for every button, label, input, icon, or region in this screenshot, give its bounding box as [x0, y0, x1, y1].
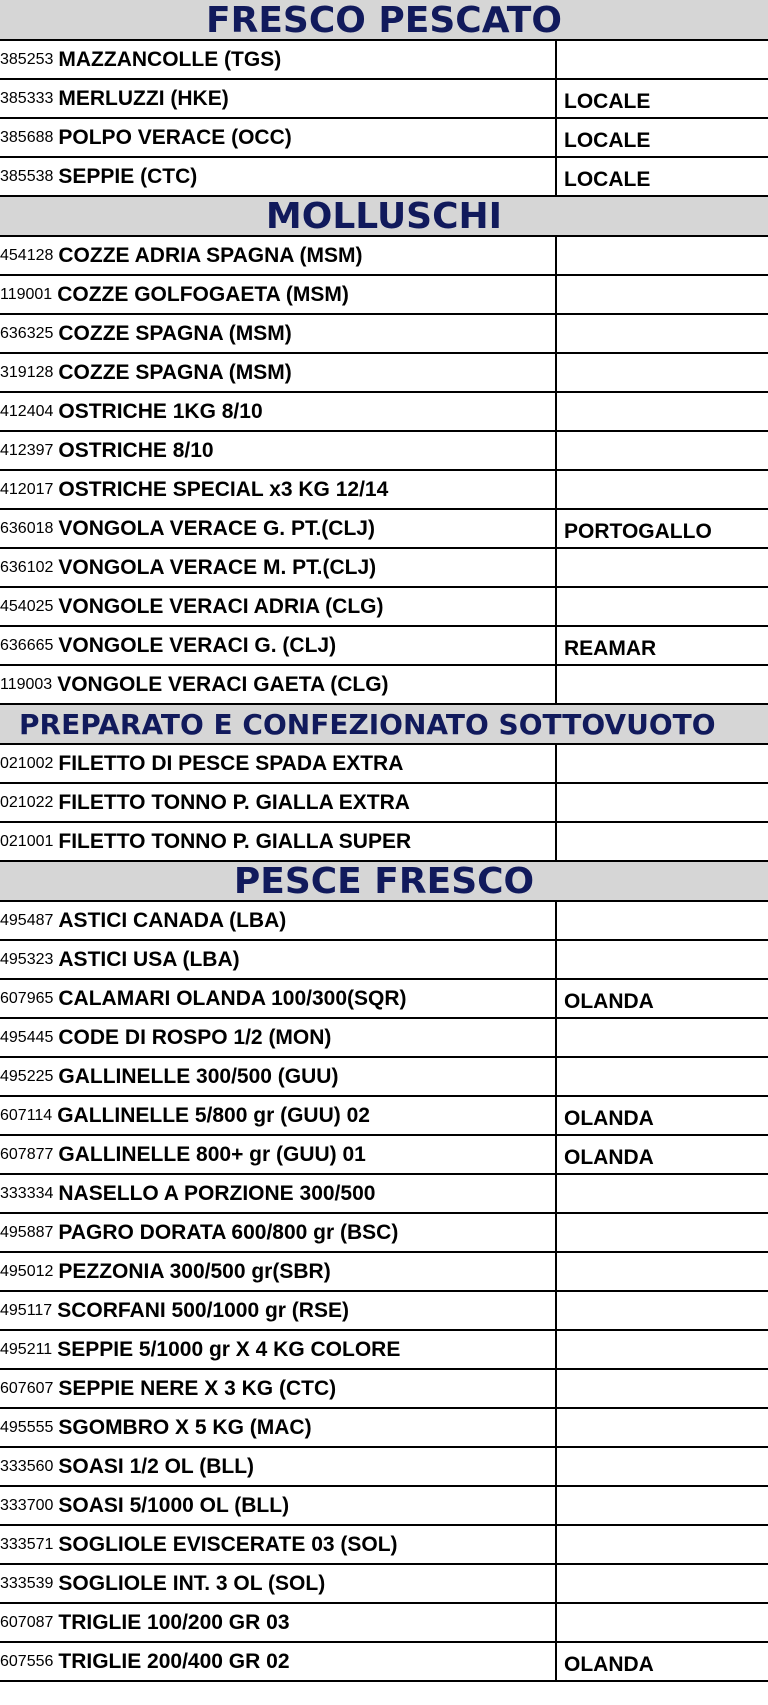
product-name: SOGLIOLE EVISCERATE 03 (SOL) [58, 1532, 398, 1556]
product-code: 495445 [0, 1028, 54, 1046]
product-code: 412404 [0, 402, 54, 420]
product-name: PAGRO DORATA 600/800 gr (BSC) [58, 1220, 399, 1244]
product-name: SGOMBRO X 5 KG (MAC) [58, 1415, 312, 1439]
table-row [0, 1487, 768, 1526]
product-code: 495555 [0, 1418, 54, 1436]
product-name: SEPPIE NERE X 3 KG (CTC) [58, 1376, 337, 1400]
product-code: 636102 [0, 558, 54, 576]
product-code: 607877 [0, 1145, 54, 1163]
product-cell [0, 354, 557, 391]
product-cell [0, 1409, 557, 1446]
product-code: 021022 [0, 793, 54, 811]
product-cell [0, 1058, 557, 1095]
origin-note: OLANDA [564, 989, 654, 1013]
product-name: SCORFANI 500/1000 gr (RSE) [57, 1298, 349, 1322]
section-header: PESCE FRESCO [0, 862, 768, 902]
table-row [0, 276, 768, 315]
origin-note [557, 745, 768, 782]
table-row [0, 158, 768, 197]
product-cell [0, 276, 557, 313]
product-name: FILETTO TONNO P. GIALLA EXTRA [58, 790, 410, 814]
product-code: 412017 [0, 480, 54, 498]
product-cell [0, 41, 557, 78]
table-row [0, 393, 768, 432]
product-name: GALLINELLE 800+ gr (GUU) 01 [58, 1142, 366, 1166]
product-cell [0, 1253, 557, 1290]
product-cell [0, 1019, 557, 1056]
origin-note [557, 393, 768, 430]
origin-note [557, 1292, 768, 1329]
product-name: SOASI 5/1000 OL (BLL) [58, 1493, 290, 1517]
product-cell [0, 315, 557, 352]
product-code: 333560 [0, 1457, 54, 1475]
origin-note [557, 1448, 768, 1485]
product-cell [0, 432, 557, 469]
product-name: TRIGLIE 100/200 GR 03 [58, 1610, 290, 1634]
origin-note [557, 1565, 768, 1602]
product-name: COZZE ADRIA SPAGNA (MSM) [58, 243, 363, 267]
product-name: VONGOLE VERACI G. (CLJ) [58, 633, 337, 657]
table-row [0, 1292, 768, 1331]
table-row [0, 1097, 768, 1136]
product-cell [0, 1292, 557, 1329]
origin-note: LOCALE [564, 89, 651, 113]
section-header: PREPARATO E CONFEZIONATO SOTTOVUOTO [0, 705, 768, 745]
table-row [0, 549, 768, 588]
origin-note [557, 276, 768, 313]
product-name: ASTICI CANADA (LBA) [58, 908, 287, 932]
table-row [0, 1214, 768, 1253]
product-name: VONGOLA VERACE M. PT.(CLJ) [58, 555, 377, 579]
product-name: SOASI 1/2 OL (BLL) [58, 1454, 255, 1478]
product-code: 412397 [0, 441, 54, 459]
origin-note [557, 1175, 768, 1212]
product-cell [0, 1643, 557, 1680]
product-cell [0, 1097, 557, 1134]
product-cell [0, 627, 557, 664]
table-row [0, 432, 768, 471]
origin-note [557, 432, 768, 469]
origin-note: PORTOGALLO [564, 519, 712, 543]
origin-note [557, 237, 768, 274]
table-row [0, 902, 768, 941]
origin-note [557, 902, 768, 939]
product-cell [0, 745, 557, 782]
table-row [0, 627, 768, 666]
product-code: 021001 [0, 832, 54, 850]
product-code: 454025 [0, 597, 54, 615]
origin-note [557, 1526, 768, 1563]
product-code: 333700 [0, 1496, 54, 1514]
table-row [0, 1058, 768, 1097]
section-header: FRESCO PESCATO [0, 0, 768, 41]
product-cell [0, 471, 557, 508]
table-row [0, 1175, 768, 1214]
product-cell [0, 1448, 557, 1485]
table-row [0, 41, 768, 80]
table-row [0, 1448, 768, 1487]
product-name: CALAMARI OLANDA 100/300(SQR) [58, 986, 407, 1010]
product-cell [0, 588, 557, 625]
product-name: COZZE SPAGNA (MSM) [58, 321, 292, 345]
product-cell [0, 1487, 557, 1524]
table-row [0, 745, 768, 784]
product-code: 333539 [0, 1574, 54, 1592]
product-code: 385333 [0, 89, 54, 107]
product-code: 607607 [0, 1379, 54, 1397]
origin-note [557, 1331, 768, 1368]
product-name: MERLUZZI (HKE) [58, 86, 229, 110]
table-row [0, 354, 768, 393]
product-cell [0, 941, 557, 978]
product-code: 319128 [0, 363, 54, 381]
product-cell [0, 393, 557, 430]
table-row [0, 1565, 768, 1604]
table-row [0, 510, 768, 549]
origin-note [557, 1214, 768, 1251]
product-code: 607556 [0, 1652, 54, 1670]
origin-note [557, 1604, 768, 1641]
origin-note [557, 1370, 768, 1407]
product-code: 636665 [0, 636, 54, 654]
product-code: 454128 [0, 246, 54, 264]
origin-note: OLANDA [564, 1106, 654, 1130]
product-cell [0, 823, 557, 860]
table-row [0, 1253, 768, 1292]
origin-note: OLANDA [564, 1145, 654, 1169]
product-code: 495211 [0, 1340, 53, 1358]
origin-note [557, 549, 768, 586]
table-row [0, 823, 768, 862]
product-name: CODE DI ROSPO 1/2 (MON) [58, 1025, 332, 1049]
product-name: TRIGLIE 200/400 GR 02 [58, 1649, 290, 1673]
product-name: VONGOLE VERACI ADRIA (CLG) [58, 594, 384, 618]
product-code: 119001 [0, 285, 53, 303]
product-code: 385253 [0, 50, 54, 68]
origin-note [557, 784, 768, 821]
table-row [0, 1604, 768, 1643]
product-code: 607087 [0, 1613, 54, 1631]
product-name: SEPPIE (CTC) [58, 164, 198, 188]
product-code: 607965 [0, 989, 54, 1007]
product-cell [0, 119, 557, 156]
product-code: 333334 [0, 1184, 54, 1202]
product-cell [0, 1214, 557, 1251]
product-code: 636325 [0, 324, 54, 342]
product-name: VONGOLE VERACI GAETA (CLG) [57, 672, 389, 696]
table-row [0, 119, 768, 158]
product-name: COZZE SPAGNA (MSM) [58, 360, 292, 384]
product-cell [0, 237, 557, 274]
section-header: MOLLUSCHI [0, 197, 768, 237]
origin-note [557, 1409, 768, 1446]
table-row [0, 80, 768, 119]
product-cell [0, 1370, 557, 1407]
product-name: POLPO VERACE (OCC) [58, 125, 292, 149]
table-row [0, 1136, 768, 1175]
product-code: 495323 [0, 950, 54, 968]
product-name: PEZZONIA 300/500 gr(SBR) [58, 1259, 331, 1283]
product-code: 495887 [0, 1223, 54, 1241]
origin-note [557, 1487, 768, 1524]
product-cell [0, 80, 557, 117]
product-code: 495487 [0, 911, 54, 929]
origin-note [557, 354, 768, 391]
product-code: 385538 [0, 167, 54, 185]
product-name: OSTRICHE SPECIAL x3 KG 12/14 [58, 477, 389, 501]
product-cell [0, 158, 557, 195]
table-row [0, 1331, 768, 1370]
table-row [0, 237, 768, 276]
product-cell [0, 549, 557, 586]
origin-note [557, 1019, 768, 1056]
product-name: ASTICI USA (LBA) [58, 947, 240, 971]
product-cell [0, 1604, 557, 1641]
product-code: 385688 [0, 128, 54, 146]
product-code: 119003 [0, 675, 53, 693]
product-name: SOGLIOLE INT. 3 OL (SOL) [58, 1571, 326, 1595]
origin-note [557, 315, 768, 352]
product-cell [0, 1331, 557, 1368]
table-row [0, 315, 768, 354]
product-name: SEPPIE 5/1000 gr X 4 KG COLORE [57, 1337, 401, 1361]
product-cell [0, 666, 557, 703]
origin-note [557, 471, 768, 508]
origin-note [557, 41, 768, 78]
table-row [0, 980, 768, 1019]
origin-note [557, 588, 768, 625]
product-code: 495117 [0, 1301, 53, 1319]
origin-note [557, 941, 768, 978]
product-name: GALLINELLE 5/800 gr (GUU) 02 [57, 1103, 370, 1127]
product-cell [0, 1526, 557, 1563]
table-row [0, 1370, 768, 1409]
table-row [0, 588, 768, 627]
product-name: FILETTO DI PESCE SPADA EXTRA [58, 751, 404, 775]
table-row [0, 666, 768, 705]
origin-note: REAMAR [564, 636, 657, 660]
table-row [0, 1526, 768, 1565]
table-row [0, 941, 768, 980]
product-name: GALLINELLE 300/500 (GUU) [58, 1064, 339, 1088]
product-code: 607114 [0, 1106, 53, 1124]
origin-note: LOCALE [564, 167, 651, 191]
product-code: 021002 [0, 754, 54, 772]
origin-note [557, 666, 768, 703]
product-cell [0, 980, 557, 1017]
product-cell [0, 1565, 557, 1602]
product-cell [0, 1136, 557, 1173]
product-name: FILETTO TONNO P. GIALLA SUPER [58, 829, 412, 853]
product-code: 636018 [0, 519, 54, 537]
product-code: 333571 [0, 1535, 54, 1553]
product-cell [0, 902, 557, 939]
origin-note [557, 1058, 768, 1095]
origin-note: OLANDA [564, 1652, 654, 1676]
table-row [0, 1409, 768, 1448]
product-cell [0, 1175, 557, 1212]
table-row [0, 1019, 768, 1058]
table-row [0, 784, 768, 823]
product-code: 495225 [0, 1067, 54, 1085]
product-name: NASELLO A PORZIONE 300/500 [58, 1181, 376, 1205]
product-name: COZZE GOLFOGAETA (MSM) [57, 282, 349, 306]
product-name: MAZZANCOLLE (TGS) [58, 47, 282, 71]
origin-note [557, 823, 768, 860]
product-name: VONGOLA VERACE G. PT.(CLJ) [58, 516, 375, 540]
table-row [0, 471, 768, 510]
table-row [0, 1643, 768, 1682]
product-name: OSTRICHE 8/10 [58, 438, 214, 462]
product-cell [0, 510, 557, 547]
product-name: OSTRICHE 1KG 8/10 [58, 399, 263, 423]
product-cell [0, 784, 557, 821]
origin-note [557, 1253, 768, 1290]
product-code: 495012 [0, 1262, 54, 1280]
origin-note: LOCALE [564, 128, 651, 152]
